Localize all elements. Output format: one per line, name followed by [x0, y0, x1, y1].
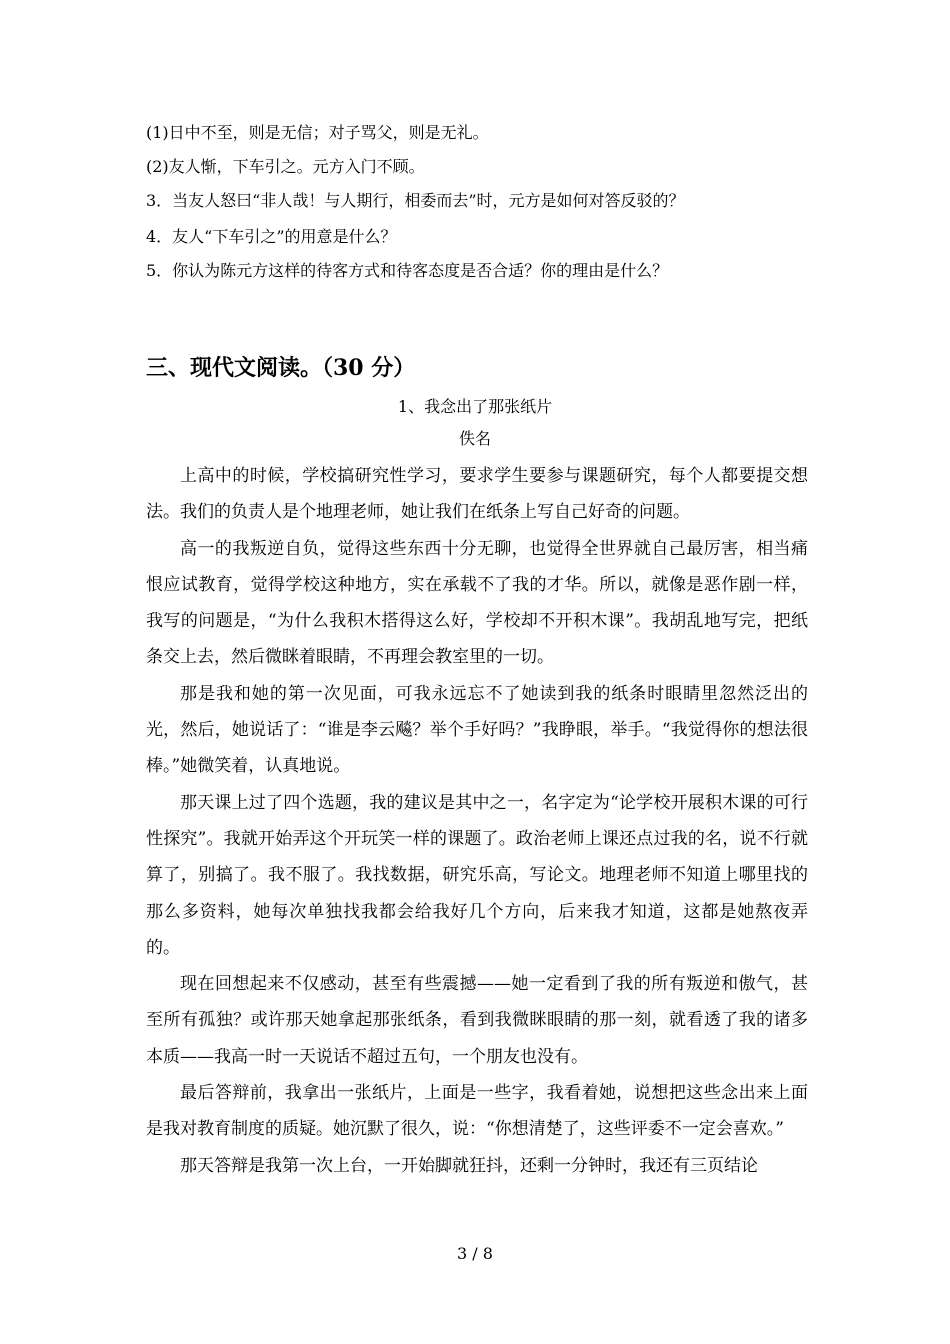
question-line-1: (1)日中不至，则是无信；对子骂父，则是无礼。	[146, 123, 489, 142]
article-paragraph: 上高中的时候，学校搞研究性学习，要求学生要参与课题研究，每个人都要提交想法。我们的负责人是个地理老师，她让我们在纸条上写自己好奇的问题。	[146, 466, 808, 523]
article-paragraph: 最后答辩前，我拿出一张纸片，上面是一些字，我看着她，说想把这些念出来上面是我对教育制度的质疑。她沉默了很久，说：“你想清楚了，这些评委不一定会喜欢。”	[146, 1083, 808, 1140]
article-paragraph: 那天答辩是我第一次上台，一开始脚就狂抖，还剩一分钟时，我还有三页结论	[180, 1155, 758, 1176]
article-paragraph: 那天课上过了四个选题，我的建议是其中之一，名字定为“论学校开展积木课的可行性探究”。我就开始弄这个开玩笑一样的课题了。政治老师上课还点过我的名，说不行就算了，别搞了。我不服了。我找数据，研究乐高，写论文。地理老师不知道上哪里找的那么多资料，她每次单独找我都会给我好几个方向，后来我才知道，这都是她熬夜弄的。	[146, 792, 808, 958]
article-paragraph: 高一的我叛逆自负，觉得这些东西十分无聊，也觉得全世界就自己最厉害，相当痛恨应试教育，觉得学校这种地方，实在承载不了我的才华。所以，就像是恶作剧一样，我写的问题是，“为什么我积木搭得这么好，学校却不开积木课”。我胡乱地写完，把纸条交上去，然后微眯着眼睛，不再理会教室里的一切。	[146, 538, 808, 668]
article-paragraph: 那是我和她的第一次见面，可我永远忘不了她读到我的纸条时眼睛里忽然泛出的光，然后，她说话了：“谁是李云飚？举个手好吗？”我睁眼，举手。“我觉得你的想法很棒。”她微笑着，认真地说。	[146, 683, 808, 777]
article-paragraph: 现在回想起来不仅感动，甚至有些震撼——她一定看到了我的所有叛逆和傲气，甚至所有孤独？或许那天她拿起那张纸条，看到我微眯眼睛的那一刻，就看透了我的诸多本质——我高一时一天说话不超过五句，一个朋友也没有。	[146, 974, 808, 1067]
question-line-2: (2)友人惭，下车引之。元方入门不顾。	[146, 157, 425, 176]
article-title: 1、我念出了那张纸片	[397, 397, 553, 416]
page-number: 3 / 8	[457, 1244, 493, 1263]
article-body	[146, 458, 808, 1184]
question-line-3: 3．当友人怒曰“非人哉！与人期行，相委而去”时，元方是如何对答反驳的？	[146, 191, 685, 210]
question-line-5: 5．你认为陈元方这样的待客方式和待客态度是否合适？你的理由是什么？	[146, 261, 669, 280]
article-author: 佚名	[458, 429, 491, 448]
question-line-4: 4．友人“下车引之”的用意是什么？	[146, 227, 397, 246]
section-heading: 三、现代文阅读。（30 分）	[146, 355, 416, 381]
